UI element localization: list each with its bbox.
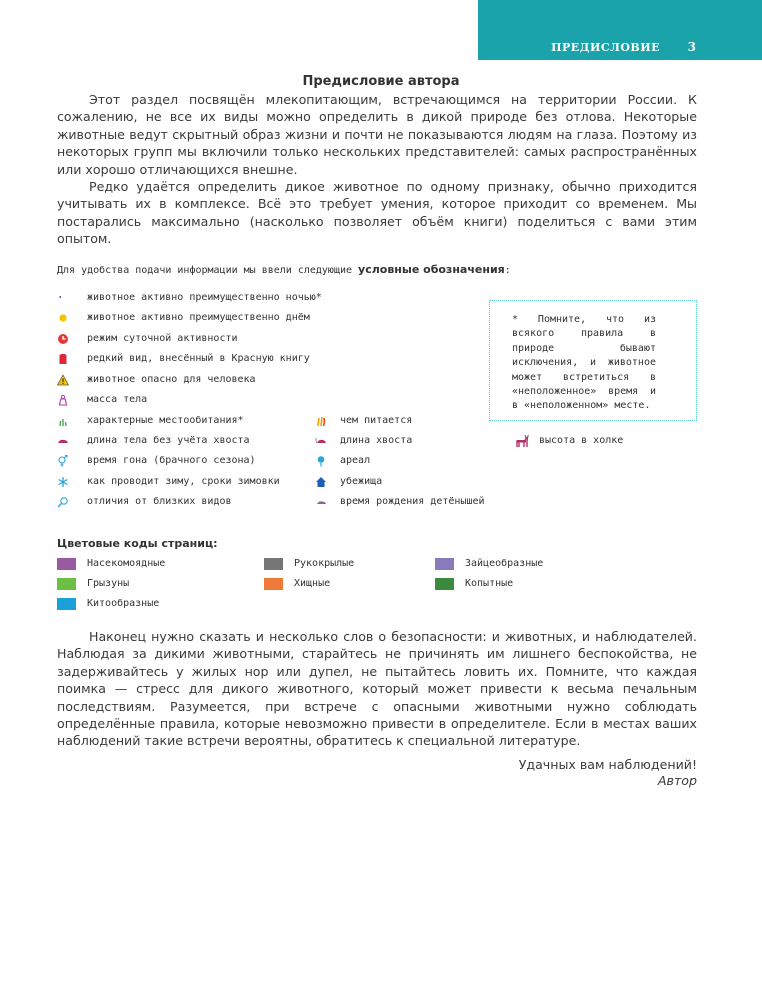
- color-swatch: [264, 558, 283, 570]
- paragraph-intro: Этот раздел посвящён млекопитающим, встречающимся на территории России. К сожалению, не все их виды можно определить в дикой природе без отлова. Некоторые животные ведут скрытный образ жизни и почти не показываются людям на глаза. Поэтому из некоторых групп мы включили только нескольких представителей: самых распространённых или хорошо отличающихся внешне.: [57, 92, 697, 177]
- page-title: Предисловие автора: [302, 74, 460, 89]
- moon-icon: [57, 292, 69, 304]
- footnote-box: [489, 300, 697, 421]
- body-length-icon: [57, 435, 69, 447]
- footnote-text: * Помните, что из всякого правила в природе бывают исключения, и животное может встретиться в «неположенное» время и в «неположенном» месте.: [512, 314, 656, 412]
- tail-length-icon: [315, 435, 327, 447]
- magnifier-icon: [57, 496, 69, 508]
- snowflake-icon: [57, 476, 69, 488]
- warning-icon: [57, 374, 69, 386]
- running-header: ПРЕДИСЛОВИЕ: [551, 41, 660, 54]
- deer-icon: [514, 434, 530, 448]
- color-swatch: [57, 598, 76, 610]
- map-pin-icon: [315, 455, 327, 467]
- color-swatch: [435, 578, 454, 590]
- grass-icon: [57, 415, 69, 427]
- paragraph-safety: Наконец нужно сказать и несколько слов о безопасности: и животных, и наблюдателей. Наблюдая за дикими животными, старайтесь не причинять им лишнего беспокойства, не задерживайтесь у жилых нор или дупел, не пытайтесь ловить их. Помните, что каждая поимка — стресс для дикого животного, который может привести к весьма печальным последствиям. Разумеется, при встрече с опасными животными нужно соблюдать определённые правила, которые невозможно привести в определителе. Если в местах ваших наблюдений такие встречи вероятны, обратитесь к специальной литературе.: [57, 629, 697, 749]
- red-book-icon: [57, 353, 69, 365]
- page-number: 3: [687, 40, 696, 54]
- color-swatch: [435, 558, 454, 570]
- color-swatch: [57, 578, 76, 590]
- legend-intro: Для удобства подачи информации мы ввели следующие условные обозначения:: [57, 263, 511, 276]
- closing-wish: Удачных вам наблюдений!: [518, 757, 697, 772]
- house-icon: [315, 476, 327, 488]
- header-bar: [478, 0, 762, 60]
- color-codes-title: Цветовые коды страниц:: [57, 537, 218, 550]
- gender-icon: [57, 455, 69, 467]
- weight-icon: [57, 394, 69, 406]
- color-swatch: [57, 558, 76, 570]
- signature: Автор: [657, 773, 697, 788]
- color-swatch: [264, 578, 283, 590]
- baby-animal-icon: [315, 496, 327, 508]
- sun-icon: [57, 312, 69, 324]
- paragraph-experience: Редко удаётся определить дикое животное по одному признаку, обычно приходится учитывать их в комплексе. Всё это требует умения, которое приходит со временем. Мы постарались максимально (насколько позволяет объём книги) поделиться с вами этим опытом.: [57, 179, 697, 247]
- clock-icon: [57, 333, 69, 345]
- food-icon: [315, 415, 327, 427]
